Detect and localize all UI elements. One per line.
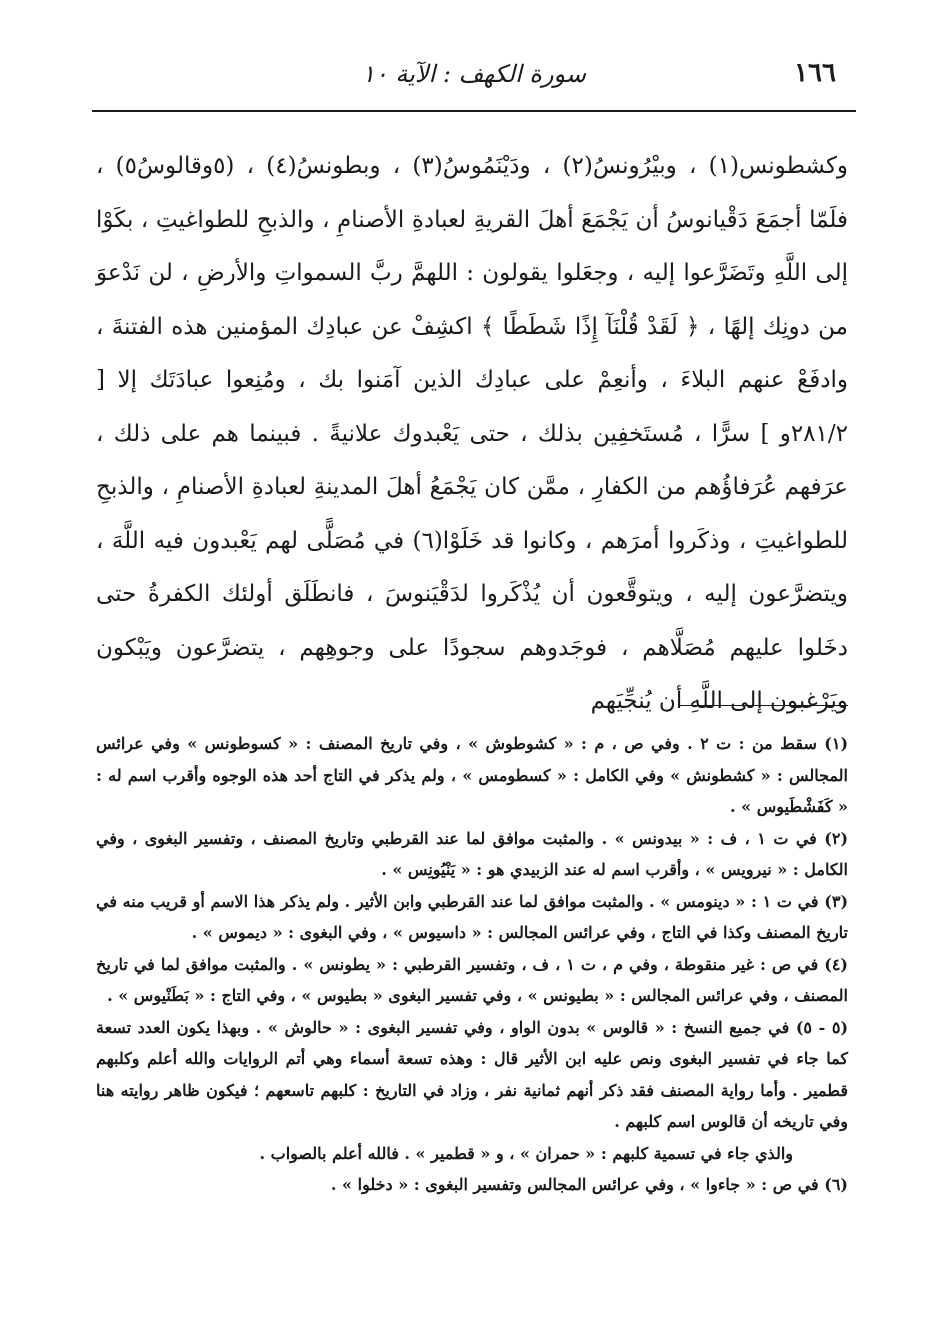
footnote-divider — [678, 705, 848, 706]
footnote-4: (٤) في ص : غير منقوطة ، وفي م ، ت ١ ، ف ، وتفسير القرطبي : « يطونس » . والمثبت موافق لما في تاريخ المصنف ، وفي عرائس المجالس : « بطيونس » ، وفي تفسير البغوى « بطيوس » ، وفي التاج : « بَطَنْيوس » . — [96, 954, 848, 1005]
running-header — [92, 50, 856, 112]
footnote-3: (٣) في ت ١ : « دينومس » . والمثبت موافق لما عند القرطبي وابن الأثير . ولم يذكر هذا الاسم أو قريب منه في تاريخ المصنف وكذا في التاج ، وفي عرائس المجالس : « داسيوس » ، وفي البغوى : « ديموس » . — [96, 891, 849, 942]
main-text — [96, 140, 848, 729]
footnote-5-continuation: والذي جاء في تسمية كلبهم : « حمران » ، و « قطمير » . فالله أعلم بالصواب . — [259, 1143, 793, 1163]
main-paragraph: وكشطونس(١) ، وبيْرُونسُ(٢) ، ودَيْنَمُوسُ(٣) ، وبطونسُ(٤) ، (٥وقالوسُ٥) ، فلَمّا أجمَعَ دَقْيانوسُ أن يَجْمَعَ أهلَ القريةِ لعبادةِ الأصنامِ ، والذبحِ للطواغيتِ ، بكَوْا إلى اللَّهِ وتَضَرَّعوا إليه ، وجعَلوا يقولون : اللهمَّ ربَّ السمواتِ والأرضِ ، لن نَدْعوَ من دونِك إلهًا ، ﴿ لَقَدْ قُلْنَآ إِذًا شَطَطًا ﴾ اكشِفْ عن عبادِك المؤمنين هذه الفتنةَ ، وادفَعْ عنهم البلاءَ ، وأنعِمْ على عبادِك الذين آمَنوا بك ، ومُنِعوا عبادَتَك إلا [ ٢٨١/٢و ] سرًّا ، مُستَخفِين بذلك ، حتى يَعْبدوك علانيةً . فبينما هم على ذلك ، عرَفهم عُرَفاؤُهم من الكفارِ ، ممَّن كان يَجْمَعُ أهلَ المدينةِ لعبادةِ الأصنامِ ، والذبحِ للطواغيتِ ، وذكَروا أمرَهم ، وكانوا قد خَلَوْا(٦) في مُصَلًّى لهم يَعْبدون فيه اللَّهَ ، ويتضرَّعون إليه ، ويتوقَّعون أن يُذْكَروا لدَقْيَنوسَ ، فانطَلَق أولئك الكفرةُ حتى دخَلوا عليهم مُصَلَّاهم ، فوجَدوهم سجودًا على وجوهِهم ، يتضرَّعون ويَبْكون ويَرْغبون إلى اللَّهِ أن يُنجِّيَهم — [96, 153, 849, 714]
footnote-1: (١) سقط من : ت ٢ . وفي ص ، م : « كشوطوش » ، وفي تاريخ المصنف : « كسوطونس » وفي عرائس المجالس : « كشطونش » وفي الكامل : « كسطومس » ، ولم يذكر في التاج أحد هذه الوجوه وأقرب اسم له : « كَفَشْطَيوس » . — [96, 734, 849, 816]
footnote-2: (٢) في ت ١ ، ف : « بيدونس » . والمثبت موافق لما عند القرطبي وتاريخ المصنف ، وتفسير البغوى ، وفي الكامل : « نيرويس » ، وأقرب اسم له عند الزبيدي هو : « يَنْيُونِس » . — [96, 828, 849, 879]
surah-title: سورة الكهف : الآية ١٠ — [361, 60, 587, 88]
footnote-5: (٥ - ٥) في جميع النسخ : « قالوس » بدون الواو ، وفي تفسير البغوى : « حالوش » . وبهذا يكون العدد تسعة كما جاء في تفسير البغوى ونص عليه ابن الأثير قال : وهذه تسعة أسماء وهي أتم الروايات والله أعلم وكلبهم قطمير . وأما رواية المصنف فقد ذكر أنهم ثمانية نفر ، وزاد في التاريخ : كلبهم تاسعهم ؛ فيكون ظاهر روايته هنا وفي تاريخه أن قالوس اسم كلبهم . — [96, 1017, 849, 1131]
footnote-6: (٦) في ص : « جاءوا » ، وفي عرائس المجالس وتفسير البغوى : « دخلوا » . — [330, 1175, 848, 1194]
footnotes — [96, 728, 848, 1201]
page-number: ١٦٦ — [794, 58, 836, 88]
